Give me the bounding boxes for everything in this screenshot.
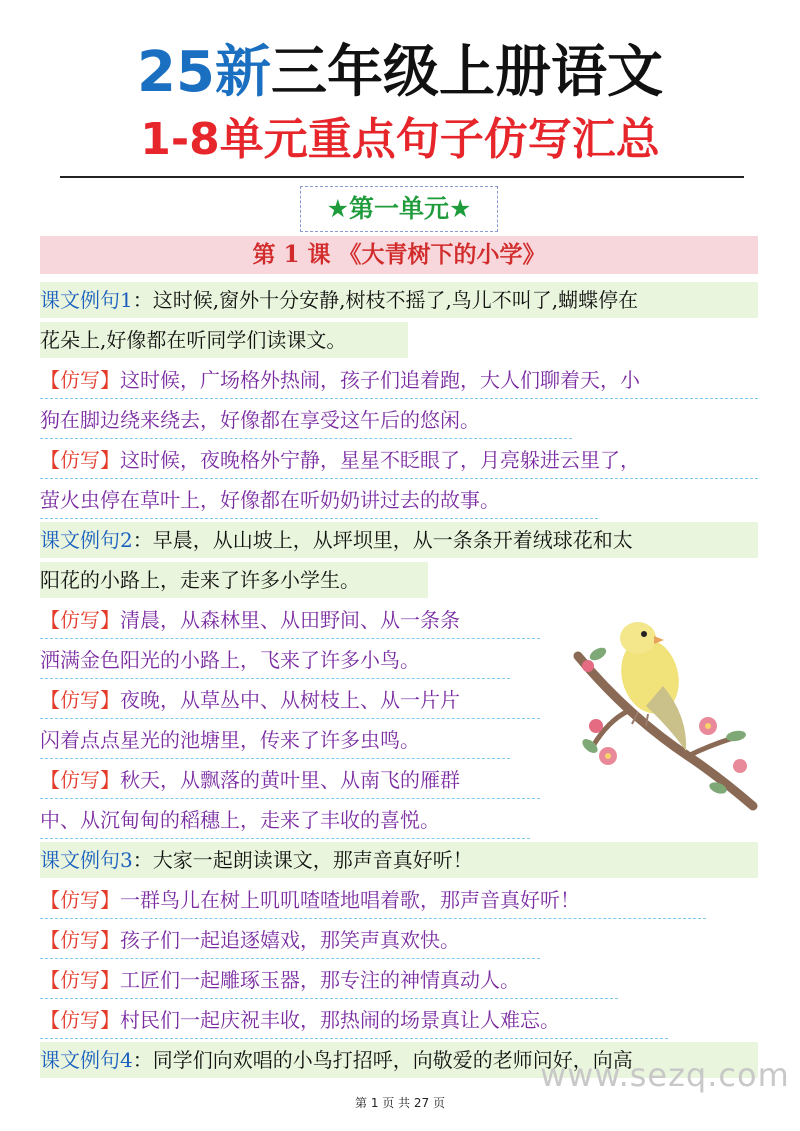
example-sentence-1-line2: 花朵上,好像都在听同学们读课文。	[40, 322, 408, 358]
imitation-2-3-line2: 中、从沉甸甸的稻穗上，走来了丰收的喜悦。	[40, 802, 530, 839]
imitation-tag: 【仿写】	[40, 448, 120, 472]
watermark: www.sezq.com	[540, 1056, 790, 1094]
imitation-3-4	[40, 1002, 668, 1039]
imitation-tag: 【仿写】	[40, 608, 120, 632]
imitation-tag: 【仿写】	[40, 368, 120, 392]
example-label: 课文例句	[40, 528, 120, 552]
example-number: 1	[120, 288, 133, 312]
imitation-text: 这时候，广场格外热闹，孩子们追着跑，大人们聊着天，小	[120, 368, 640, 392]
imitation-1-2-line2: 萤火虫停在草叶上，好像都在听奶奶讲过去的故事。	[40, 482, 598, 519]
imitation-text: 村民们一起庆祝丰收，那热闹的场景真让人难忘。	[120, 1008, 560, 1032]
example-number: 3	[120, 848, 133, 872]
example-label: 课文例句	[40, 1048, 120, 1072]
imitation-1-1	[40, 362, 758, 399]
example-text: ：同学们向欢唱的小鸟打招呼，向敬爱的老师问好，向高	[132, 1048, 633, 1072]
imitation-text: 清晨，从森林里、从田野间、从一条条	[120, 608, 460, 632]
example-text: ：早晨，从山坡上，从坪坝里，从一条条开着绒球花和太	[132, 528, 633, 552]
example-text: ：这时候,窗外十分安静,树枝不摇了,鸟儿不叫了,蝴蝶停在	[132, 288, 639, 312]
lesson-title: 第 1 课 《大青树下的小学》	[40, 236, 758, 274]
example-sentence-1	[40, 282, 758, 318]
example-number: 4	[120, 1048, 133, 1072]
imitation-tag: 【仿写】	[40, 928, 120, 952]
page-header	[0, 38, 800, 168]
imitation-3-2	[40, 922, 540, 959]
imitation-text: 工匠们一起雕琢玉器，那专注的神情真动人。	[120, 968, 520, 992]
example-label: 课文例句	[40, 288, 120, 312]
imitation-text: 夜晚，从草丛中、从树枝上、从一片片	[120, 688, 460, 712]
imitation-3-1	[40, 882, 706, 919]
imitation-1-2	[40, 442, 758, 479]
example-text: ：大家一起朗读课文，那声音真好听！	[132, 848, 473, 872]
imitation-tag: 【仿写】	[40, 768, 120, 792]
title-text: 三年级上册语文	[270, 40, 663, 105]
page-subtitle: 1-8单元重点句子仿写汇总	[140, 114, 660, 165]
imitation-text: 秋天，从飘落的黄叶里、从南飞的雁群	[120, 768, 460, 792]
imitation-2-1	[40, 602, 540, 639]
imitation-2-2	[40, 682, 540, 719]
imitation-text: 这时候，夜晚格外宁静，星星不眨眼了，月亮躲进云里了，	[120, 448, 640, 472]
imitation-tag: 【仿写】	[40, 1008, 120, 1032]
page-footer: 第 1 页 共 27 页	[355, 1096, 445, 1110]
imitation-tag: 【仿写】	[40, 888, 120, 912]
example-number: 2	[120, 528, 133, 552]
unit-title: ★第一单元★	[300, 186, 498, 232]
example-sentence-2-line2: 阳花的小路上，走来了许多小学生。	[40, 562, 428, 598]
example-sentence-3	[40, 842, 758, 878]
imitation-text: 孩子们一起追逐嬉戏，那笑声真欢快。	[120, 928, 460, 952]
imitation-tag: 【仿写】	[40, 688, 120, 712]
imitation-2-3	[40, 762, 540, 799]
imitation-2-2-line2: 闪着点点星光的池塘里，传来了许多虫鸣。	[40, 722, 510, 759]
imitation-tag: 【仿写】	[40, 968, 120, 992]
page-title	[0, 38, 800, 108]
imitation-3-3	[40, 962, 618, 999]
title-number: 25新	[137, 40, 271, 105]
yellow-bird-on-branch-icon	[568, 606, 758, 812]
imitation-2-1-line2: 洒满金色阳光的小路上，飞来了许多小鸟。	[40, 642, 510, 679]
imitation-1-1-line2: 狗在脚边绕来绕去，好像都在享受这午后的悠闲。	[40, 402, 572, 439]
title-divider	[60, 176, 744, 178]
example-label: 课文例句	[40, 848, 120, 872]
example-sentence-2	[40, 522, 758, 558]
imitation-text: 一群鸟儿在树上叽叽喳喳地唱着歌，那声音真好听！	[120, 888, 580, 912]
